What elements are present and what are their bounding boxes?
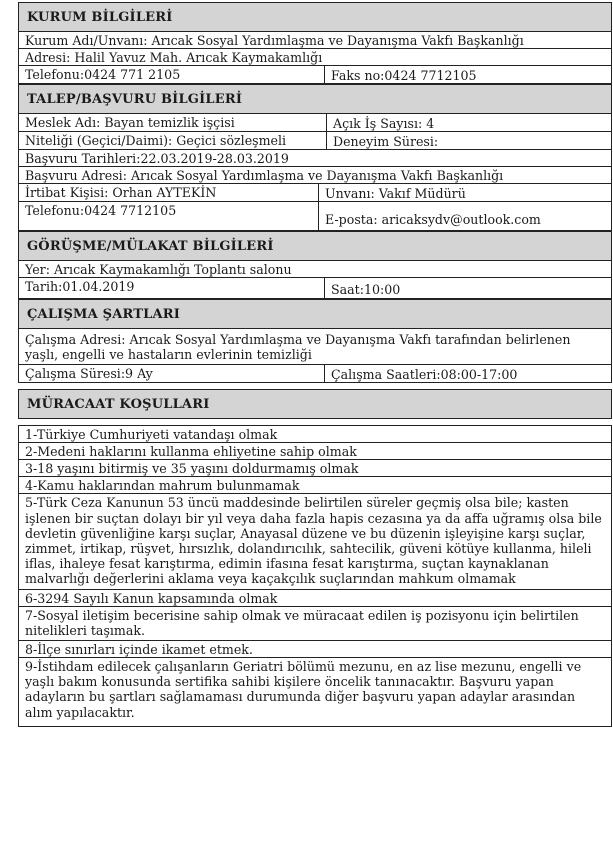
kurum-telefon: Telefonu:0424 771 2105 [19, 66, 325, 83]
calisma-adres-line-1: Çalışma Adresi: Arıcak Sosyal Yardımlaşma ve Dayanışma Vakfı tarafından belirlenen [25, 332, 571, 347]
gorusme-row-tarih [18, 278, 612, 299]
kosul-5: 5-Türk Ceza Kanunun 53 üncü maddesinde belirtilen süreler geçmiş olsa bile; kasten işlenen bir suçtan dolayı bir yıl veya daha fazla hapis cezasına ya da affa uğramış olsa bile devletin güvenliğine karşı suçlar, Anayasal düzene ve bu düzenin işleyişine karşı suçlar, zimmet, irtikap, rüşvet, hırsızlık, dolandırıcılık, sahtecilik, güveni kötüye kullanma, hileli iflas, ihaleye fesat karıştırma, edimin ifasına fesat karıştırma, suçtan kaynaklanan malvarlığı değerlerini aklama veya kaçakçılık suçlarından mahkum olmamak [18, 494, 612, 589]
calisma-adres [18, 329, 612, 365]
kosul-8: 8-İlçe sınırları içinde ikamet etmek. [18, 641, 612, 658]
talep-adres: Başvuru Adresi: Arıcak Sosyal Yardımlaşma ve Dayanışma Vakfı Başkanlığı [18, 167, 612, 184]
talep-row-nitelik [18, 132, 612, 150]
kurum-contact-row [18, 66, 612, 84]
talep-deneyim: Deneyim Süresi: [333, 134, 439, 149]
calisma-sure: Çalışma Süresi:9 Ay [19, 365, 325, 382]
section-header-muracaat: MÜRACAAT KOŞULLARI [18, 389, 612, 419]
calisma-adres-line-2: yaşlı, engelli ve hastaların evlerinin temizliği [25, 347, 312, 363]
section-header-gorusme: GÖRÜŞME/MÜLAKAT BİLGİLERİ [18, 231, 612, 261]
application-form [18, 0, 612, 727]
kosul-4: 4-Kamu haklarından mahrum bulunmamak [18, 477, 612, 494]
kurum-faks: Faks no:0424 7712105 [331, 68, 477, 83]
talep-tarihler: Başvuru Tarihleri:22.03.2019-28.03.2019 [18, 150, 612, 167]
talep-row-telefon [18, 202, 612, 231]
section-header-calisma: ÇALIŞMA ŞARTLARI [18, 299, 612, 329]
kosul-9: 9-İstihdam edilecek çalışanların Geriatri bölümü mezunu, en az lise mezunu, engelli ve yaşlı bakım konusunda sertifika sahibi kişilere öncelik tanınacaktır. Başvuru yapan adayların bu şartları sağlamaması durumunda diğer başvuru yapan adaylar arasından alım yapılacaktır. [18, 658, 612, 727]
talep-meslek: Meslek Adı: Bayan temizlik işçisi [19, 114, 327, 131]
section-header-kurum: KURUM BİLGİLERİ [18, 2, 612, 32]
kosul-3: 3-18 yaşını bitirmiş ve 35 yaşını doldurmamış olmak [18, 460, 612, 477]
section-header-talep: TALEP/BAŞVURU BİLGİLERİ [18, 84, 612, 114]
talep-eposta: E-posta: aricaksydv@outlook.com [325, 212, 541, 227]
calisma-row-sure [18, 365, 612, 383]
talep-row-meslek [18, 114, 612, 132]
calisma-saatler: Çalışma Saatleri:08:00-17:00 [331, 367, 518, 383]
kosul-6: 6-3294 Sayılı Kanun kapsamında olmak [18, 590, 612, 607]
kurum-adres: Adresi: Halil Yavuz Mah. Arıcak Kaymakamlığı [18, 49, 612, 66]
kurum-ad: Kurum Adı/Unvanı: Arıcak Sosyal Yardımlaşma ve Dayanışma Vakfı Başkanlığı [18, 32, 612, 49]
talep-irtibat: İrtibat Kişisi: Orhan AYTEKİN [19, 184, 319, 201]
talep-unvan: Unvanı: Vakıf Müdürü [325, 186, 466, 201]
talep-telefon: Telefonu:0424 7712105 [19, 202, 319, 230]
gorusme-tarih: Tarih:01.04.2019 [19, 278, 325, 298]
kosul-7: 7-Sosyal iletişim becerisine sahip olmak ve müracaat edilen iş pozisyonu için belirtilen nitelikleri taşımak. [18, 607, 612, 641]
kosul-2: 2-Medeni haklarını kullanma ehliyetine sahip olmak [18, 443, 612, 460]
talep-row-irtibat [18, 184, 612, 202]
gorusme-yer: Yer: Arıcak Kaymakamlığı Toplantı salonu [18, 261, 612, 278]
talep-nitelik: Niteliği (Geçici/Daimi): Geçici sözleşmeli [19, 132, 327, 149]
gorusme-saat: Saat:10:00 [331, 282, 401, 297]
kosul-1: 1-Türkiye Cumhuriyeti vatandaşı olmak [18, 425, 612, 443]
talep-acik-is: Açık İş Sayısı: 4 [333, 116, 435, 131]
